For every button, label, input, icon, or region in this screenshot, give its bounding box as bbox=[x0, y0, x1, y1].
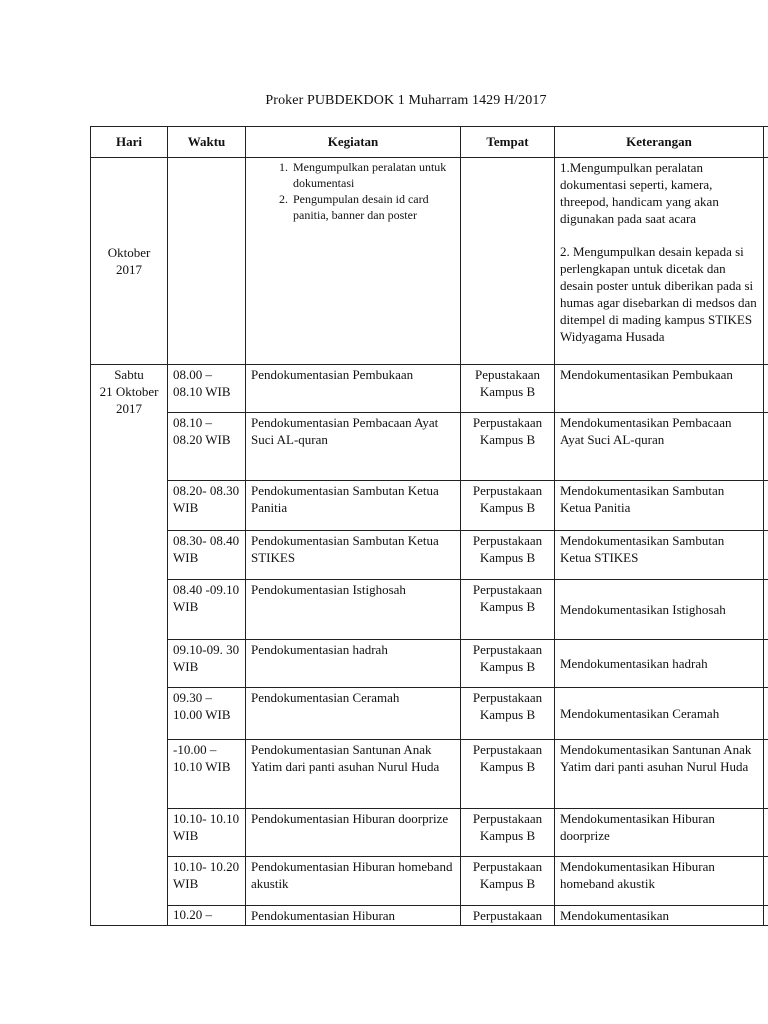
hari-cell-day bbox=[91, 365, 168, 926]
kegiatan-cell: Pendokumentasian Ceramah bbox=[246, 688, 461, 740]
keterangan-cell: Mendokumentasikan hadrah bbox=[555, 640, 764, 688]
kegiatan-cell: Pendokumentasian Hiburan doorprize bbox=[246, 809, 461, 857]
table-row bbox=[91, 906, 768, 926]
kegiatan-cell: Pendokumentasian Sambutan Ketua STIKES bbox=[246, 531, 461, 580]
keterangan-cell: Mendokumentasikan Istighosah bbox=[555, 580, 764, 640]
table-row bbox=[91, 481, 768, 531]
waktu-cell bbox=[168, 158, 246, 365]
document-title: Proker PUBDEKDOK 1 Muharram 1429 H/2017 bbox=[265, 93, 547, 108]
keterangan-cell: Mendokumentasikan Hiburan doorprize bbox=[555, 809, 764, 857]
waktu-cell: -10.00 – 10.10 WIB bbox=[168, 740, 246, 809]
extra-cell bbox=[764, 740, 768, 809]
keterangan-paragraph-2: 2. Mengumpulkan desain kepada si perlengkapan untuk dicetak dan desain poster untuk diberikan pada si humas agar disebarkan di medsos dan ditempel di mading kampus STIKES Widyagama Husada bbox=[560, 244, 757, 344]
hari-cell bbox=[91, 158, 168, 365]
keterangan-cell: Mendokumentasikan Hiburan homeband akustik bbox=[555, 857, 764, 906]
header-hari: Hari bbox=[91, 127, 168, 158]
kegiatan-cell bbox=[246, 158, 461, 365]
table-row bbox=[91, 857, 768, 906]
table-row bbox=[91, 580, 768, 640]
schedule-table bbox=[90, 126, 768, 926]
waktu-cell: 08.40 -09.10 WIB bbox=[168, 580, 246, 640]
waktu-cell: 10.10- 10.20 WIB bbox=[168, 857, 246, 906]
extra-cell bbox=[764, 413, 768, 481]
table-row bbox=[91, 740, 768, 809]
table-row-preparation bbox=[91, 158, 768, 365]
day-date: 21 Oktober bbox=[99, 384, 159, 399]
header-tempat: Tempat bbox=[461, 127, 555, 158]
table-row bbox=[91, 688, 768, 740]
tempat-cell: Perpustakaan Kampus B bbox=[461, 531, 555, 580]
waktu-cell: 09.10-09. 30 WIB bbox=[168, 640, 246, 688]
waktu-cell: 08.20- 08.30 WIB bbox=[168, 481, 246, 531]
extra-cell bbox=[764, 531, 768, 580]
tempat-cell: Perpustakaan Kampus B bbox=[461, 640, 555, 688]
hari-year: 2017 bbox=[116, 262, 142, 277]
kegiatan-cell: Pendokumentasian hadrah bbox=[246, 640, 461, 688]
keterangan-cell: Mendokumentasikan Santunan Anak Yatim dari panti asuhan Nurul Huda bbox=[555, 740, 764, 809]
kegiatan-cell: Pendokumentasian Pembukaan bbox=[246, 365, 461, 413]
extra-cell bbox=[764, 481, 768, 531]
kegiatan-cell: Pendokumentasian Hiburan homeband akustik bbox=[246, 857, 461, 906]
tempat-cell: Perpustakaan Kampus B bbox=[461, 857, 555, 906]
header-kegiatan: Kegiatan bbox=[246, 127, 461, 158]
tempat-cell: Perpustakaan Kampus B bbox=[461, 481, 555, 531]
table-row bbox=[91, 809, 768, 857]
extra-cell bbox=[764, 857, 768, 906]
tempat-cell: Perpustakaan Kampus B bbox=[461, 688, 555, 740]
kegiatan-cell: Pendokumentasian Hiburan bbox=[246, 906, 461, 926]
day-year: 2017 bbox=[116, 401, 142, 416]
extra-cell bbox=[764, 580, 768, 640]
kegiatan-cell: Pendokumentasian Istighosah bbox=[246, 580, 461, 640]
tempat-cell: Perpustakaan Kampus B bbox=[461, 740, 555, 809]
waktu-cell: 10.10- 10.10 WIB bbox=[168, 809, 246, 857]
table-row bbox=[91, 531, 768, 580]
keterangan-paragraph-1: 1.Mengumpulkan peralatan dokumentasi seperti, kamera, threepod, handicam yang akan digunakan pada saat acara bbox=[560, 160, 719, 226]
keterangan-cell: Mendokumentasikan bbox=[555, 906, 764, 926]
kegiatan-cell: Pendokumentasian Sambutan Ketua Panitia bbox=[246, 481, 461, 531]
keterangan-cell: Mendokumentasikan Sambutan Ketua STIKES bbox=[555, 531, 764, 580]
extra-cell bbox=[764, 809, 768, 857]
day-name: Sabtu bbox=[114, 367, 144, 382]
table-row bbox=[91, 413, 768, 481]
waktu-cell: 09.30 – 10.00 WIB bbox=[168, 688, 246, 740]
table-row bbox=[91, 640, 768, 688]
tempat-cell: Perpustakaan bbox=[461, 906, 555, 926]
hari-month: Oktober bbox=[107, 245, 151, 260]
waktu-cell: 10.20 – bbox=[168, 906, 246, 926]
list-item: 1. Mengumpulkan peralatan untuk dokumentasi bbox=[291, 159, 455, 191]
keterangan-cell: Mendokumentasikan Pembacaan Ayat Suci AL-quran bbox=[555, 413, 764, 481]
tempat-cell: Perpustakaan Kampus B bbox=[461, 580, 555, 640]
header-row bbox=[91, 127, 768, 158]
extra-cell bbox=[764, 906, 768, 926]
keterangan-cell: Mendokumentasikan Pembukaan bbox=[555, 365, 764, 413]
kegiatan-cell: Pendokumentasian Santunan Anak Yatim dari panti asuhan Nurul Huda bbox=[246, 740, 461, 809]
tempat-cell: Pepustakaan Kampus B bbox=[461, 365, 555, 413]
header-keterangan: Keterangan bbox=[555, 127, 764, 158]
header-waktu: Waktu bbox=[168, 127, 246, 158]
extra-cell bbox=[764, 158, 768, 365]
list-item: 2. Pengumpulan desain id card panitia, banner dan poster bbox=[291, 191, 455, 223]
extra-cell bbox=[764, 640, 768, 688]
keterangan-cell: Mendokumentasikan Ceramah bbox=[555, 688, 764, 740]
waktu-cell: 08.00 – 08.10 WIB bbox=[168, 365, 246, 413]
extra-cell bbox=[764, 688, 768, 740]
waktu-cell: 08.10 – 08.20 WIB bbox=[168, 413, 246, 481]
tempat-cell bbox=[461, 158, 555, 365]
preparation-steps bbox=[251, 159, 455, 223]
extra-cell bbox=[764, 365, 768, 413]
keterangan-cell: Mendokumentasikan Sambutan Ketua Panitia bbox=[555, 481, 764, 531]
header-extra bbox=[764, 127, 768, 158]
waktu-cell: 08.30- 08.40 WIB bbox=[168, 531, 246, 580]
tempat-cell: Perpustakaan Kampus B bbox=[461, 809, 555, 857]
tempat-cell: Perpustakaan Kampus B bbox=[461, 413, 555, 481]
keterangan-cell bbox=[555, 158, 764, 365]
table-row bbox=[91, 365, 768, 413]
kegiatan-cell: Pendokumentasian Pembacaan Ayat Suci AL-quran bbox=[246, 413, 461, 481]
